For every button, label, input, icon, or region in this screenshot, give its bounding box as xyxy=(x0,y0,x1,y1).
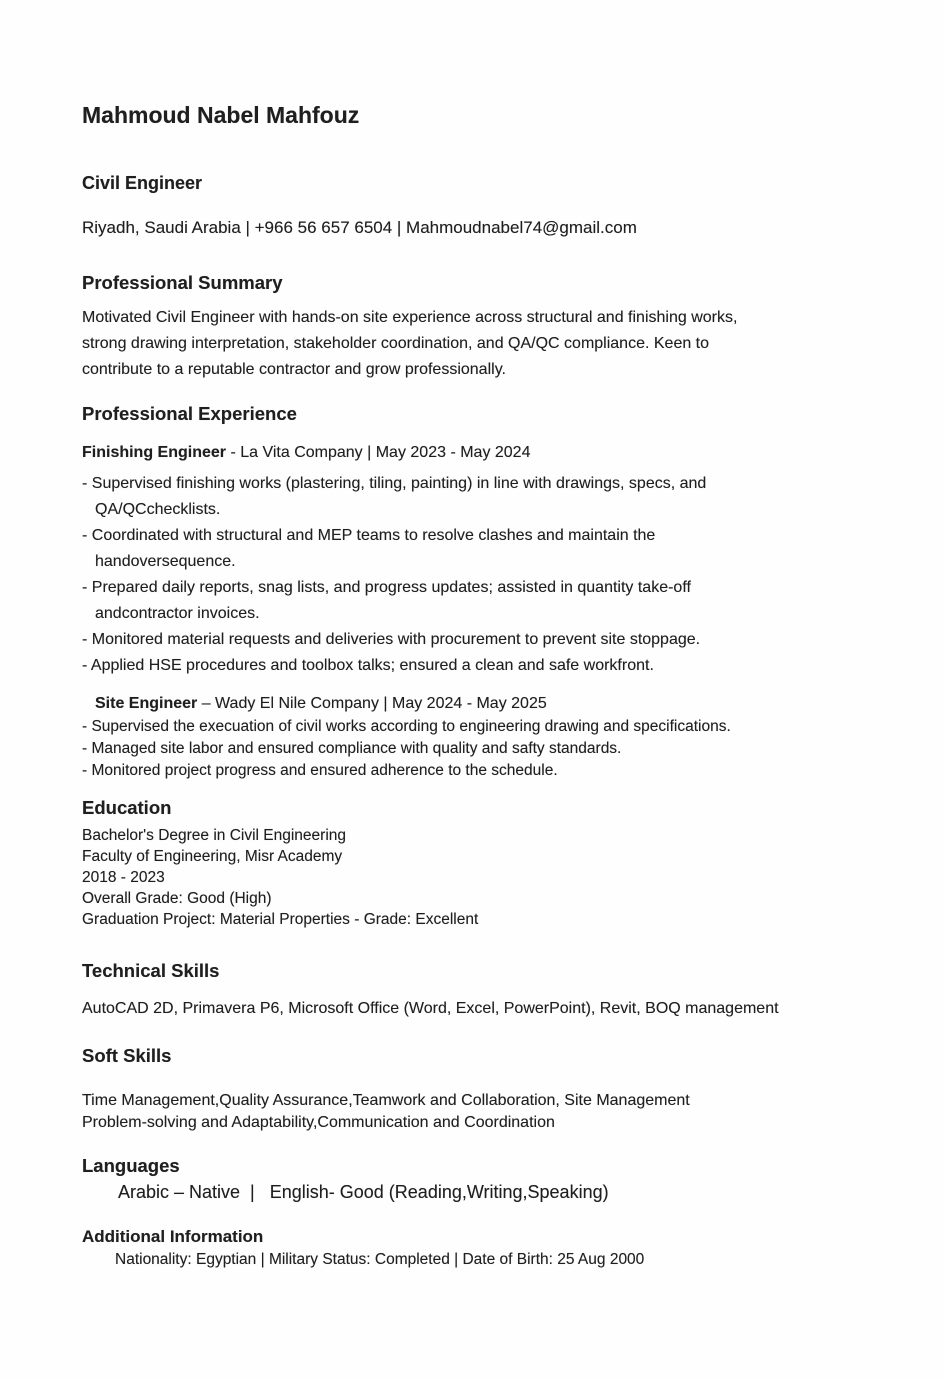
technical-skills-heading: Technical Skills xyxy=(82,960,220,981)
job-bullet-list xyxy=(82,471,890,679)
page-title: Mahmoud Nabel Mahfouz xyxy=(82,102,360,128)
education-heading: Education xyxy=(82,797,172,818)
languages-heading: Languages xyxy=(82,1155,180,1176)
languages-text: Arabic – Native | English- Good (Reading,Writing,Speaking) xyxy=(118,1182,609,1202)
section-soft-skills xyxy=(82,1045,890,1134)
job-bullet-line: - Supervised finishing works (plastering, tiling, painting) in line with drawings, specs, and xyxy=(82,475,707,492)
job-title-line xyxy=(82,440,890,466)
section-education xyxy=(82,797,890,930)
soft-skills-paragraph xyxy=(82,1090,890,1134)
summary-line: contribute to a reputable contractor and grow professionally. xyxy=(82,361,506,378)
summary-line: strong drawing interpretation, stakeholder coordination, and QA/QC compliance. Keen to xyxy=(82,335,710,352)
summary-line: Motivated Civil Engineer with hands-on site experience across structural and finishing works, xyxy=(82,309,738,326)
job-bullet-list xyxy=(82,716,890,782)
job-bullet-line: handoversequence. xyxy=(95,553,236,570)
job-bullet-line: - Managed site labor and ensured compliance with quality and safty standards. xyxy=(82,740,622,757)
summary-paragraph xyxy=(82,305,890,383)
job-bullet-line: andcontractor invoices. xyxy=(95,605,260,622)
education-line: 2018 - 2023 xyxy=(82,869,165,886)
summary-heading: Professional Summary xyxy=(82,272,283,293)
additional-info-text: Nationality: Egyptian | Military Status: Completed | Date of Birth: 25 Aug 2000 xyxy=(115,1251,645,1268)
job-bullet-line: - Coordinated with structural and MEP teams to resolve clashes and maintain the xyxy=(82,527,656,544)
job-title-heading: Civil Engineer xyxy=(82,173,203,193)
job-meta: - La Vita Company | May 2023 - May 2024 xyxy=(226,444,531,461)
job-title-line xyxy=(82,693,890,714)
job-bullet-line: - Applied HSE procedures and toolbox talks; ensured a clean and safe workfront. xyxy=(82,657,654,674)
job-entry-finishing-engineer xyxy=(82,440,890,679)
job-bullet-line: - Monitored project progress and ensured adherence to the schedule. xyxy=(82,762,558,779)
education-line: Faculty of Engineering, Misr Academy xyxy=(82,848,343,865)
experience-heading: Professional Experience xyxy=(82,403,297,424)
education-line: Overall Grade: Good (High) xyxy=(82,890,272,907)
section-professional-summary xyxy=(82,272,890,383)
job-bullet-line: - Supervised the execuation of civil works according to engineering drawing and specifications. xyxy=(82,718,731,735)
additional-info-heading: Additional Information xyxy=(82,1227,264,1246)
soft-skills-heading: Soft Skills xyxy=(82,1045,172,1066)
soft-skills-line: Problem-solving and Adaptability,Communication and Coordination xyxy=(82,1114,555,1131)
section-additional-information xyxy=(82,1226,890,1270)
job-bullet-line: QA/QCchecklists. xyxy=(95,501,221,518)
section-technical-skills xyxy=(82,960,890,1019)
job-bullet-line: - Monitored material requests and deliveries with procurement to prevent site stoppage. xyxy=(82,631,701,648)
education-line: Graduation Project: Material Properties - Grade: Excellent xyxy=(82,911,479,928)
education-details xyxy=(82,825,890,930)
contact-line: Riyadh, Saudi Arabia | +966 56 657 6504 | Mahmoudnabel74@gmail.com xyxy=(82,218,637,237)
technical-skills-text: AutoCAD 2D, Primavera P6, Microsoft Office (Word, Excel, PowerPoint), Revit, BOQ management xyxy=(82,1000,779,1017)
job-role: Finishing Engineer xyxy=(82,444,227,461)
job-role: Site Engineer xyxy=(95,695,198,712)
job-entry-site-engineer xyxy=(82,693,890,782)
soft-skills-line: Time Management,Quality Assurance,Teamwork and Collaboration, Site Management xyxy=(82,1092,690,1109)
job-bullet-line: - Prepared daily reports, snag lists, and progress updates; assisted in quantity take-off xyxy=(82,579,691,596)
section-languages xyxy=(82,1155,890,1204)
section-professional-experience xyxy=(82,403,890,782)
education-line: Bachelor's Degree in Civil Engineering xyxy=(82,827,347,844)
job-meta: – Wady El Nile Company | May 2024 - May 2025 xyxy=(197,695,547,712)
